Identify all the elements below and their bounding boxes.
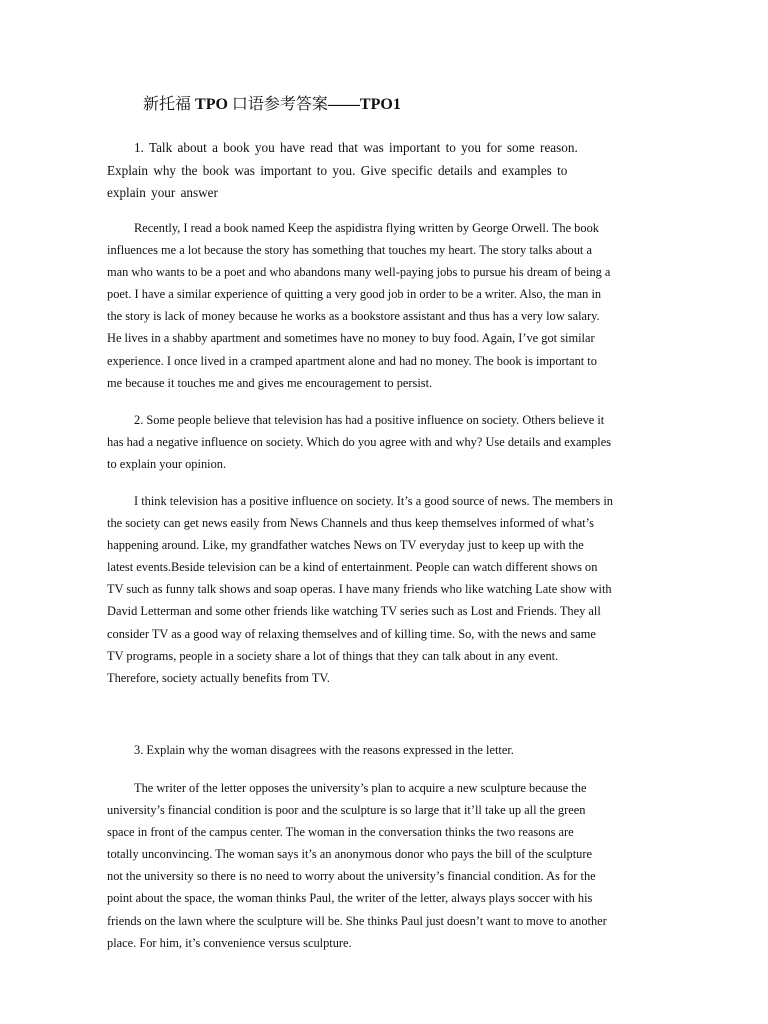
answer-3-line: place. For him, it’s convenience versus sculpture. [107,935,352,950]
answer-2-line: I think television has a positive influence on society. It’s a good source of news. The members in [134,494,613,508]
question-2-line: 2. Some people believe that television has had a positive influence on society. Others believe it [134,413,605,427]
question-2-line: to explain your opinion. [107,457,227,472]
answer-2-line: Therefore, society actually benefits from TV. [107,670,330,685]
title-tpo: TPO [195,96,228,113]
question-3-line: 3. Explain why the woman disagrees with the reasons expressed in the letter. [134,743,514,757]
answer-2-line: the society can get news easily from News Channels and thus keep themselves informed of what’s [107,516,594,531]
answer-1-line: the story is lack of money because he works as a bookstore assistant and thus has a very low salary. [107,309,600,324]
question-1-line: Explain why the book was important to you. Give specific details and examples to [107,162,568,178]
title-prefix: 新托福 [143,96,196,113]
answer-2-line: latest events.Beside television can be a kind of entertainment. People can watch different shows on [107,560,598,575]
answer-3-line: friends on the lawn where the sculpture will be. She thinks Paul just doesn’t want to move to another [107,913,607,928]
answer-2-line: David Letterman and some other friends like watching TV series such as Lost and Friends. They all [107,604,601,619]
answer-1-line: me because it touches me and gives me encouragement to persist. [107,375,433,390]
answer-2 [107,490,663,689]
page-title [143,94,401,116]
answer-3-line: not the university so there is no need to worry about the university’s financial condition. As for the [107,869,596,884]
answer-2-line: happening around. Like, my grandfather watches News on TV everyday just to keep up with the [107,538,584,553]
answer-3-line: The writer of the letter opposes the university’s plan to acquire a new sculpture because the [134,781,587,795]
answer-3-line: totally unconvincing. The woman says it’s an anonymous donor who pays the bill of the sculpture [107,847,592,862]
question-1-line: explain your answer [107,185,218,200]
answer-1-line: experience. I once lived in a cramped apartment alone and had no money. The book is important to [107,353,597,368]
question-2-line: has had a negative influence on society. Which do you agree with and why? Use details and examples [107,435,612,450]
answer-2-line: TV programs, people in a society share a lot of things that they can talk about in any event. [107,648,559,663]
answer-1 [107,217,663,394]
answer-1-line: poet. I have a similar experience of quitting a very good job in order to be a writer. Also, the man in [107,287,602,302]
answer-1-line: man who wants to be a poet and who abandons many well-paying jobs to pursue his dream of being a [107,265,611,280]
title-tpo1: ——TPO1 [327,96,401,113]
answer-3-line: space in front of the campus center. The woman in the conversation thinks the two reasons are [107,825,574,840]
answer-3-line: point about the space, the woman thinks Paul, the writer of the letter, always plays soccer with his [107,891,593,906]
question-2 [107,409,663,475]
answer-1-line: influences me a lot because the story has something that touches my heart. The story talks about a [107,243,592,258]
answer-1-line: Recently, I read a book named Keep the aspidistra flying written by George Orwell. The book [134,221,599,235]
answer-3-line: university’s financial condition is poor and the sculpture is so large that it’ll take up all the green [107,803,586,818]
title-middle: 口语参考答案 [227,96,328,113]
answer-1-line: He lives in a shabby apartment and sometimes have no money to buy food. Again, I’ve got similar [107,331,595,346]
question-1 [107,137,642,205]
question-3 [107,739,663,761]
answer-2-line: TV such as funny talk shows and soap operas. I have many friends who like watching Late show with [107,582,612,597]
question-1-line: 1. Talk about a book you have read that was important to you for some reason. [134,140,578,155]
answer-3 [107,777,663,954]
answer-2-line: consider TV as a good way of relaxing themselves and of killing time. So, with the news and same [107,626,596,641]
